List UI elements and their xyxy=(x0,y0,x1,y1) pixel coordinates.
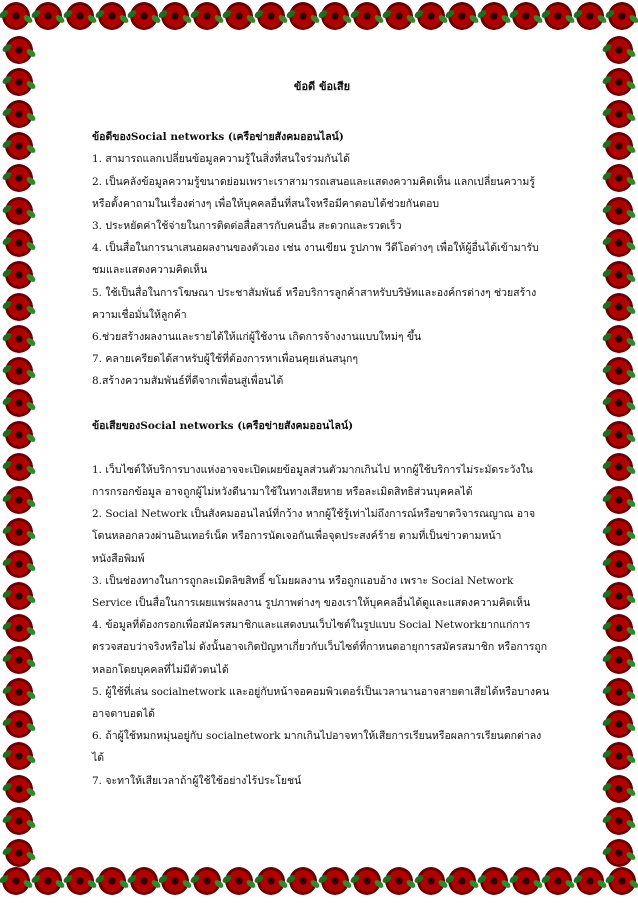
advantage-item: 8.สร้างความสัมพันธ์ที่ดีจากเพื่อนสู่เพื่อนได้ xyxy=(92,375,284,388)
flower-ornament-icon xyxy=(605,807,633,835)
flower-ornament-icon xyxy=(448,867,476,895)
flower-ornament-icon xyxy=(417,2,445,30)
advantage-item: 6.ช่วยสร้างผลงานและรายได้ให้แก่ผู้ใช้งาน เกิดการจ้างงานแบบใหม่ๆ ขึ้น xyxy=(92,331,422,344)
flower-ornament-icon xyxy=(5,293,33,321)
document-title: ข้อดี ข้อเสีย xyxy=(293,80,351,93)
flower-ornament-icon xyxy=(605,486,633,514)
flower-ornament-icon xyxy=(480,867,508,895)
advantage-item: 4. เป็นสื่อในการนาเสนอผลงานของตัวเอง เช่น งานเขียน รูปภาพ วีดีโอต่างๆ เพื่อให้ผู้อื่นได้เข้ามารับชมและแสดงความคิดเห็น xyxy=(92,242,539,277)
advantage-item: 7. คลายเครียดได้สาหรับผู้ใช้ที่ต้องการหาเพื่อนคุยเล่นสนุกๆ xyxy=(92,353,358,366)
flower-ornament-icon xyxy=(2,2,30,30)
flower-ornament-icon xyxy=(605,839,633,867)
document-body xyxy=(92,76,552,792)
advantage-item: 5. ใช้เป็นสื่อในการโฆษณา ประชาสัมพันธ์ หรือบริการลูกค้าสาหรับบริษัทและองค์กรต่างๆ ช่วยสร้างความเชื่อมั่นให้ลูกค้า xyxy=(92,286,537,321)
flower-ornament-icon xyxy=(605,518,633,546)
spacer xyxy=(92,437,552,459)
flower-ornament-icon xyxy=(5,678,33,706)
flower-ornament-icon xyxy=(605,550,633,578)
flower-ornament-icon xyxy=(130,867,158,895)
border-right xyxy=(602,36,636,867)
disadvantage-item: 7. จะทาให้เสียเวลาถ้าผู้ใช้ใช้อย่างไร้ประโยชน์ xyxy=(92,774,302,787)
border-top xyxy=(0,2,638,36)
flower-ornament-icon xyxy=(130,2,158,30)
flower-ornament-icon xyxy=(5,775,33,803)
flower-ornament-icon xyxy=(321,2,349,30)
flower-ornament-icon xyxy=(5,36,33,64)
flower-ornament-icon xyxy=(605,453,633,481)
flower-ornament-icon xyxy=(605,68,633,96)
advantage-item: 1. สามารถแลกเปลี่ยนข้อมูลความรู้ในสิ่งที่สนใจร่วมกันได้ xyxy=(92,153,350,166)
flower-ornament-icon xyxy=(2,867,30,895)
disadvantage-item: 4. ข้อมูลที่ต้องกรอกเพื่อสมัครสมาชิกและแสดงบนเว็บไซต์ในรูปแบบ Social Networkยากแก่การตรวจสอบว่าจริงหรือไม่ ดังนั้นอาจเกิดปัญหาเกี่ยวกับเว็บไซต์ที่กาหนดอายุการสมัครสมาชิก หรือการถูกหลอกโดยบุคคลที่ไม่มีตัวตนได้ xyxy=(92,619,548,676)
flower-ornament-icon xyxy=(5,389,33,417)
flower-ornament-icon xyxy=(5,68,33,96)
flower-ornament-icon xyxy=(5,646,33,674)
flower-ornament-icon xyxy=(5,100,33,128)
flower-ornament-icon xyxy=(5,710,33,738)
disadvantage-item: 2. Social Network เป็นสังคมออนไลน์ที่กว้าง หากผู้ใช้รู้เท่าไม่ถึงการณ์หรือขาดวิจารณญาณ อาจโดนหลอกลวงผ่านอินเทอร์เน็ต หรือการนัดเจอกันเพื่อจุดประสงค์ร้าย ตามที่เป็นข่าวตามหน้าหนังสือพิมพ์ xyxy=(92,508,536,565)
disadvantage-item: 3. เป็นช่องทางในการถูกละเมิดลิขสิทธิ์ ขโมยผลงาน หรือถูกแอบอ้าง เพราะ Social Network Service เป็นสื่อในการเผยแพร่ผลงาน รูปภาพต่างๆ ของเราให้บุคคลอื่นได้ดูและแสดงความคิดเห็น xyxy=(92,574,531,610)
flower-ornament-icon xyxy=(480,2,508,30)
flower-ornament-icon xyxy=(605,164,633,192)
flower-ornament-icon xyxy=(544,2,572,30)
advantage-item: 3. ประหยัดค่าใช้จ่ายในการติดต่อสื่อสารกับคนอื่น สะดวกและรวดเร็ว xyxy=(92,220,402,233)
flower-ornament-icon xyxy=(512,867,540,895)
flower-ornament-icon xyxy=(257,867,285,895)
spacer xyxy=(92,393,552,415)
disadvantage-item: 5. ผู้ใช้ที่เล่น socialnetwork และอยู่กับหน้าจอคอมพิวเตอร์เป็นเวลานานอาจสายตาเสียได้หรือบางคนอาจตาบอดได้ xyxy=(92,685,550,721)
flower-ornament-icon xyxy=(353,867,381,895)
flower-ornament-icon xyxy=(193,867,221,895)
flower-ornament-icon xyxy=(5,453,33,481)
flower-ornament-icon xyxy=(225,2,253,30)
flower-ornament-icon xyxy=(98,867,126,895)
flower-ornament-icon xyxy=(5,164,33,192)
flower-ornament-icon xyxy=(289,2,317,30)
flower-ornament-icon xyxy=(576,2,604,30)
flower-ornament-icon xyxy=(257,2,285,30)
flower-ornament-icon xyxy=(321,867,349,895)
flower-ornament-icon xyxy=(34,2,62,30)
flower-ornament-icon xyxy=(5,839,33,867)
flower-ornament-icon xyxy=(605,197,633,225)
flower-ornament-icon xyxy=(34,867,62,895)
flower-ornament-icon xyxy=(5,614,33,642)
flower-ornament-icon xyxy=(5,742,33,770)
flower-ornament-icon xyxy=(448,2,476,30)
flower-ornament-icon xyxy=(605,710,633,738)
flower-ornament-icon xyxy=(353,2,381,30)
flower-ornament-icon xyxy=(5,197,33,225)
flower-ornament-icon xyxy=(605,325,633,353)
flower-ornament-icon xyxy=(5,518,33,546)
flower-ornament-icon xyxy=(605,261,633,289)
flower-ornament-icon xyxy=(5,582,33,610)
advantages-heading: ข้อดีของSocial networks (เครือข่ายสังคมออนไลน์) xyxy=(92,131,344,144)
flower-ornament-icon xyxy=(605,132,633,160)
flower-ornament-icon xyxy=(608,867,636,895)
flower-ornament-icon xyxy=(605,36,633,64)
flower-ornament-icon xyxy=(289,867,317,895)
flower-ornament-icon xyxy=(5,421,33,449)
flower-ornament-icon xyxy=(605,229,633,257)
flower-ornament-icon xyxy=(605,582,633,610)
flower-ornament-icon xyxy=(66,2,94,30)
flower-ornament-icon xyxy=(5,132,33,160)
flower-ornament-icon xyxy=(605,100,633,128)
flower-ornament-icon xyxy=(161,867,189,895)
flower-ornament-icon xyxy=(576,867,604,895)
advantage-item: 2. เป็นคลังข้อมูลความรู้ขนาดย่อมเพราะเราสามารถเสนอและแสดงความคิดเห็น แลกเปลี่ยนความรู้ หรือตั้งคาถามในเรื่องต่างๆ เพื่อให้บุคคลอื่นที่สนใจหรือมีคาตอบได้ช่วยกันตอบ xyxy=(92,175,535,210)
flower-ornament-icon xyxy=(605,421,633,449)
flower-ornament-icon xyxy=(5,550,33,578)
flower-ornament-icon xyxy=(385,867,413,895)
flower-ornament-icon xyxy=(5,486,33,514)
flower-ornament-icon xyxy=(417,867,445,895)
flower-ornament-icon xyxy=(605,357,633,385)
flower-ornament-icon xyxy=(5,261,33,289)
flower-ornament-icon xyxy=(5,807,33,835)
flower-ornament-icon xyxy=(98,2,126,30)
flower-ornament-icon xyxy=(605,678,633,706)
flower-ornament-icon xyxy=(5,229,33,257)
disadvantage-item: 1. เว็บไซต์ให้บริการบางแห่งอาจจะเปิดเผยข้อมูลส่วนตัวมากเกินไป หากผู้ใช้บริการไม่ระมัดระวังในการกรอกข้อมูล อาจถูกผู้ไม่หวังดีนามาใช้ในทางเสียหาย หรือละเมิดสิทธิส่วนบุคคลได้ xyxy=(92,463,533,499)
flower-ornament-icon xyxy=(161,2,189,30)
disadvantage-item: 6. ถ้าผู้ใช้หมกหมุ่นอยู่กับ socialnetwork มากเกินไปอาจทาให้เสียการเรียนหรือผลการเรียนตกต่าลงได้ xyxy=(92,730,542,765)
flower-ornament-icon xyxy=(605,389,633,417)
flower-ornament-icon xyxy=(605,742,633,770)
flower-ornament-icon xyxy=(5,325,33,353)
flower-ornament-icon xyxy=(225,867,253,895)
disadvantages-heading: ข้อเสียของSocial networks (เครือข่ายสังคมออนไลน์) xyxy=(92,419,354,432)
flower-ornament-icon xyxy=(193,2,221,30)
flower-ornament-icon xyxy=(605,614,633,642)
flower-ornament-icon xyxy=(5,357,33,385)
flower-ornament-icon xyxy=(605,646,633,674)
border-left xyxy=(2,36,36,867)
flower-ornament-icon xyxy=(385,2,413,30)
flower-ornament-icon xyxy=(608,2,636,30)
flower-ornament-icon xyxy=(544,867,572,895)
border-bottom xyxy=(0,867,638,901)
flower-ornament-icon xyxy=(512,2,540,30)
flower-ornament-icon xyxy=(605,775,633,803)
flower-ornament-icon xyxy=(605,293,633,321)
flower-ornament-icon xyxy=(66,867,94,895)
